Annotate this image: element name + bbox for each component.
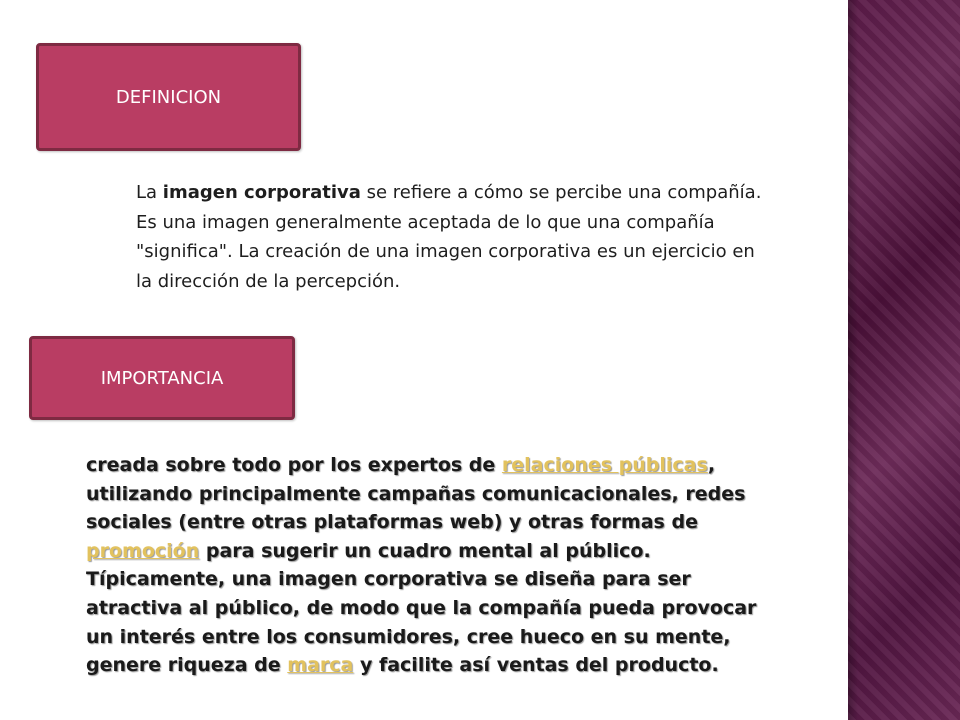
definition-label-box: [36, 43, 301, 151]
link-relaciones-publicas[interactable]: relaciones públicas: [501, 454, 708, 476]
importance-text-part4: y facilite así ventas del producto.: [353, 654, 719, 677]
importance-label: IMPORTANCIA: [100, 367, 224, 389]
definition-paragraph: [136, 178, 776, 296]
importance-text-part3: para sugerir un cuadro mental al público. Típicamente, una imagen corporativa se diseña para ser atractiva al público, de modo que la compañía pueda provocar un interés entre los consumidores, cree hueco en su mente, genere riqueza de: [86, 539, 757, 677]
decorative-side-band: [848, 0, 960, 720]
definition-text-part1: La: [136, 182, 163, 203]
link-marca[interactable]: marca: [287, 654, 354, 677]
definition-text-part2: se refiere a cómo se percibe una compañía. Es una imagen generalmente aceptada de lo que una compañía "significa". La creación de una imagen corporativa es un ejercicio en la dirección de la percepción.: [136, 182, 762, 292]
definition-label: DEFINICION: [115, 86, 222, 108]
importance-label-box: [29, 336, 295, 420]
link-promocion[interactable]: promoción: [86, 539, 200, 562]
importance-paragraph: [86, 451, 786, 680]
definition-bold-term: imagen corporativa: [162, 182, 361, 203]
importance-text-part1: creada sobre todo por los expertos de: [86, 454, 502, 476]
importance-text-part2: , utilizando principalmente campañas comunicacionales, redes sociales (entre otras plataformas web) y otras formas de: [86, 454, 746, 534]
